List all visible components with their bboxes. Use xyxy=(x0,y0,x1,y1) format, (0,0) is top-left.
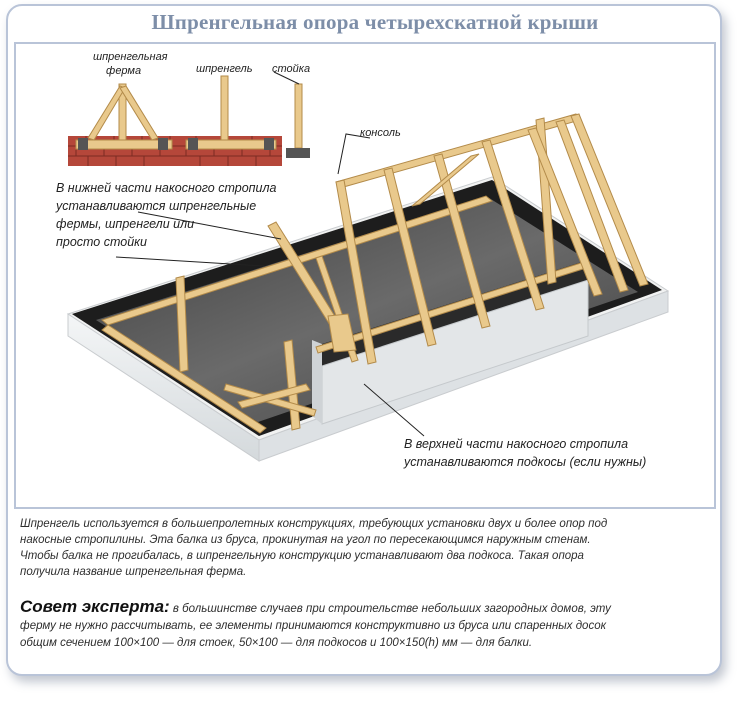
expert-heading: Совет эксперта: xyxy=(20,597,170,616)
description-line: получила название шпренгельная ферма. xyxy=(20,566,247,578)
label-console: консоль xyxy=(360,127,401,139)
label-truss-1: шпренгельная xyxy=(93,51,168,63)
diagram-frame xyxy=(14,42,716,509)
label-post: стойка xyxy=(272,63,311,75)
expert-advice xyxy=(20,598,710,652)
expert-first-line xyxy=(20,598,710,618)
expert-line: ферму не нужно рассчитывать, ее элементы принимаются конструктивно из бруса или спаренных досок xyxy=(20,620,607,632)
expert-line: общим сечением 100×100 — для стоек, 50×100 — для подкосов и 100×150(h) мм — для балки. xyxy=(20,637,533,649)
lower-note-line-3: фермы, шпренгели или xyxy=(56,217,195,231)
page-title: Шпренгельная опора четырехскатной крыши xyxy=(151,10,599,34)
upper-note-line-2: устанавливаются подкосы (если нужны) xyxy=(404,455,647,469)
inset-sprengel xyxy=(178,76,282,166)
expert-line: в большинстве случаев при строительстве небольших загородных домов, эту xyxy=(169,603,611,615)
upper-note-line-1: В верхней части накосного стропила xyxy=(404,437,629,451)
description-line: Чтобы балка не прогибалась, в шпренгельную конструкцию устанавливают два подкоса. Такая опора xyxy=(20,550,584,562)
lower-note-line-4: просто стойки xyxy=(56,235,148,249)
description-line: Шпренгель используется в большепролетных конструкциях, требующих установки двух и более опор под xyxy=(20,518,608,530)
description-text xyxy=(20,516,710,580)
inset-sprengel-truss xyxy=(68,84,178,166)
description-line: накосные стропилины. Эта балка из бруса, прокинутая на угол по пересекающимся наружным стенам. xyxy=(20,534,591,546)
inset-post xyxy=(286,84,310,158)
lower-note-line-2: устанавливаются шпренгельные xyxy=(56,199,257,213)
roof-diagram xyxy=(16,44,714,507)
lower-note-line-1: В нижней части накосного стропила xyxy=(56,181,277,195)
label-sprengel: шпренгель xyxy=(196,63,253,75)
label-truss-2: ферма xyxy=(106,65,142,77)
